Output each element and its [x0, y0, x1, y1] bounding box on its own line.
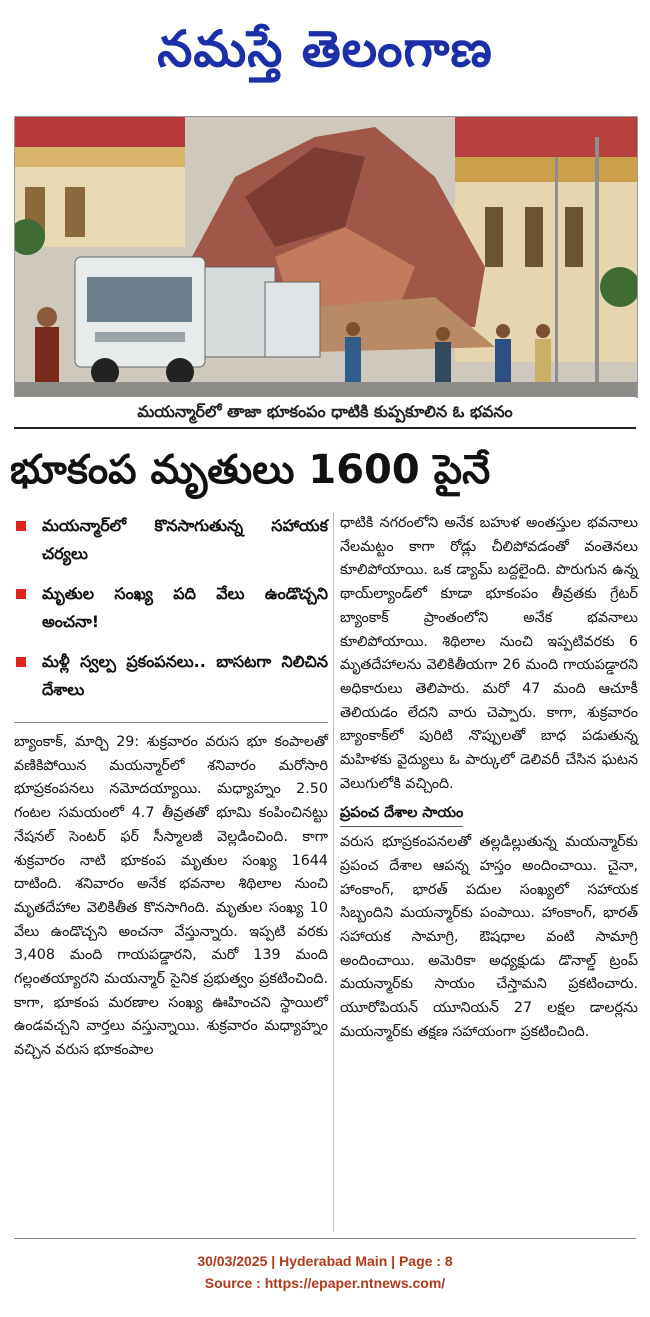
highlight-item: [14, 648, 328, 704]
bullet-square-icon: [16, 589, 26, 599]
bullet-square-icon: [16, 657, 26, 667]
highlight-text: మళ్లీ స్వల్ప ప్రకంపనలు.. బాసటగా నిలిచిన దేశాలు: [42, 652, 328, 699]
article-body-right: ధాటికి నగరంలోని అనేక బహుళ అంతస్తుల భవనాలు నేలమట్టం కాగా రోడ్లు చీలిపోవడంతో వంతెనలు కూలిపోయాయి. ఒక డ్యామ్ బద్దలైంది. పొరుగున ఉన్న థాయ్‌ల్యాండ్‌లో కూడా భూకంపం తీవ్రతకు గ్రేటర్ బ్యాంకాక్ ప్రాంతంలోని అనేక భవనాలు కూలిపోయాయి. శిథిలాల నుంచి ఇప్పటివరకు 6 మృతదేహాలను వెలికితీయగా 26 మంది గాయపడ్డారని అధికారులు తెలిపారు. మరో 47 మంది ఆచూకీ తెలియడం లేదని వారు చెప్పారు. కాగా, శుక్రవారం బ్యాంకాక్‌లో పురిటి నొప్పులతో బాధ పడుతున్న మహిళకు వైద్యులు ఓ పార్కులో డెలివరీ చేసిన ఘటన వెలుగులోకి వచ్చింది.: [340, 515, 638, 792]
headline: భూకంప మృతులు 1600 పైనే: [10, 447, 491, 493]
photo-caption: మయన్మార్‌లో తాజా భూకంపం ధాటికి కుప్పకూలిన ఓ భవనం: [14, 397, 636, 429]
masthead: [0, 0, 650, 110]
column-divider: [333, 512, 334, 1232]
news-photo: [14, 116, 638, 398]
highlight-text: మృతుల సంఖ్య పది వేలు ఉండొచ్చని అంచనా!: [42, 584, 328, 631]
article-body-left: బ్యాంకాక్, మార్చి 29: శుక్రవారం వరుస భూ కంపాలతో వణికిపోయిన మయన్మార్‌లో శనివారం మరోసారి భూప్రకంపనలు నమోదయ్యాయి. మధ్యాహ్నం 2.50 గంటల సమయంలో 4.7 తీవ్రతతో భూమి కంపించినట్టు నేషనల్ సెంటర్ ఫర్ సీస్మాలజీ వెల్లడించింది. కాగా శుక్రవారం నాటి భూకంప మృతుల సంఖ్య 1644 దాటింది. శనివారం అనేక భవనాల శిథిలాల నుంచి మృతదేహాల వెలికితీత కొనసాగింది. మృతుల సంఖ్య 10 వేలు ఉండొచ్చని అంచనా వేస్తున్నారు. ఇప్పటి వరకు 3,408 మంది గాయపడ్డారని, మరో 139 మంది గల్లంతయ్యారని మయన్మార్ సైనిక ప్రభుత్వం ప్రకటించింది. కాగా, భూకంప మరణాల సంఖ్య ఊహించని స్థాయిలో ఉండవచ్చని వార్తలు వస్తున్నాయి. శుక్రవారం మధ్యాహ్నం వచ్చిన వరుస భూకంపాల: [14, 734, 328, 1059]
article-subhead: ప్రపంచ దేశాల సాయం: [340, 802, 463, 827]
footer: [0, 1250, 650, 1294]
left-column: [14, 512, 328, 1063]
footer-source: Source : https://epaper.ntnews.com/: [204, 1275, 446, 1291]
highlight-item: [14, 512, 328, 568]
right-column: [340, 512, 638, 1044]
highlight-text: మయన్మార్‌లో కొనసాగుతున్న సహాయక చర్యలు: [42, 516, 328, 563]
highlight-item: [14, 580, 328, 636]
footer-dateline: 30/03/2025 | Hyderabad Main | Page : 8: [197, 1253, 453, 1269]
article-body-right-2: వరుస భూప్రకంపనలతో తల్లడిల్లుతున్న మయన్మార్‌కు ప్రపంచ దేశాల ఆపన్న హస్తం అందించాయి. చైనా, హాంకాంగ్, భారత్ పదుల సంఖ్యలో సహాయక సిబ్బందిని మయన్మార్‌కు పంపాయి. హాంకాంగ్, భారత్ సహాయక సామాగ్రి, ఔషధాల వంటి సామాగ్రి అందించాయి. అమెరికా అధ్యక్షుడు డొనాల్డ్ ట్రంప్ మయన్మార్‌కు సాయం చేస్తామని ప్రకటించారు. యూరోపియన్ యూనియన్ 27 లక్షల డాలర్లను మయన్మార్‌కు తక్షణ సహాయంగా ప్రకటించింది.: [340, 834, 638, 1040]
newspaper-title: నమస్తే తెలంగాణ: [157, 19, 493, 78]
highlights-list: [14, 512, 328, 704]
bottom-rule: [14, 1238, 636, 1239]
highlights-box: [14, 512, 328, 723]
bullet-square-icon: [16, 521, 26, 531]
